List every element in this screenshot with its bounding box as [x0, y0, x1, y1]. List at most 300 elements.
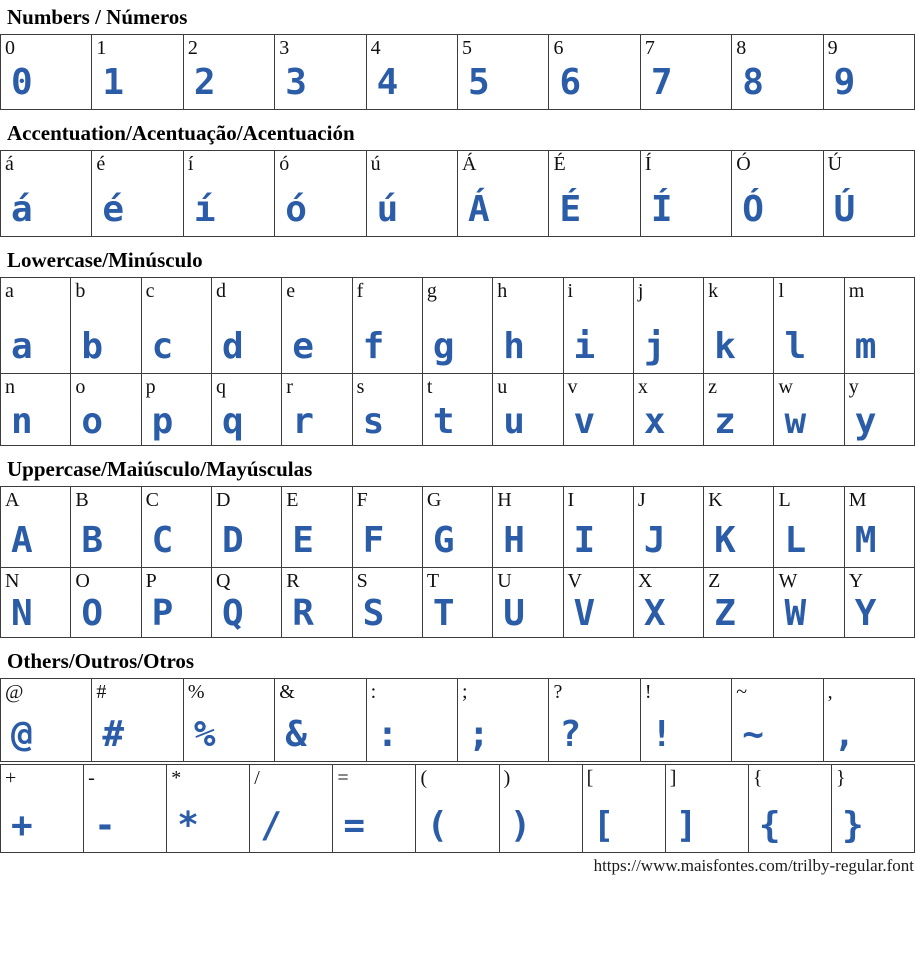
- glyph-cell: [492, 567, 563, 638]
- glyph-cell: [640, 678, 732, 762]
- glyph-cell: [582, 764, 666, 853]
- font-glyph: k: [714, 326, 736, 367]
- font-glyph: X: [643, 593, 666, 634]
- glyph-row: [0, 373, 915, 446]
- glyph-cell: [70, 373, 141, 446]
- reference-char: [: [586, 767, 594, 789]
- reference-char: k: [708, 280, 719, 302]
- reference-char: M: [848, 489, 867, 511]
- font-glyph: A: [11, 520, 33, 561]
- glyph-cell: [563, 277, 634, 374]
- reference-char: Q: [215, 570, 231, 592]
- reference-char: K: [708, 489, 723, 511]
- glyph-row: [0, 678, 915, 762]
- font-glyph: (: [426, 805, 449, 846]
- font-glyph: M: [854, 520, 877, 561]
- font-glyph: b: [81, 326, 103, 367]
- glyph-cell: [0, 567, 71, 638]
- glyph-cell: [366, 34, 458, 110]
- glyph-cell: [844, 567, 915, 638]
- glyph-cell: [703, 486, 774, 568]
- reference-char: S: [356, 570, 368, 592]
- glyph-cell: [563, 567, 634, 638]
- section-lowercase: [0, 237, 915, 446]
- reference-char: U: [497, 570, 512, 592]
- glyph-cell: [422, 486, 493, 568]
- reference-char: Z: [708, 570, 721, 592]
- reference-char: E: [286, 489, 299, 511]
- font-glyph: r: [292, 401, 314, 442]
- glyph-cell: [823, 34, 915, 110]
- font-glyph: ,: [833, 714, 856, 755]
- glyph-cell: [563, 486, 634, 568]
- font-glyph: P: [151, 593, 174, 634]
- glyph-cell: [166, 764, 250, 853]
- source-url: https://www.maisfontes.com/trilby-regular.font: [593, 856, 914, 875]
- reference-char: &: [279, 681, 295, 703]
- reference-char: }: [835, 767, 846, 789]
- glyph-cell: [141, 277, 212, 374]
- footer: [0, 853, 915, 876]
- reference-char: G: [426, 489, 442, 511]
- glyph-cell: [457, 34, 549, 110]
- glyph-cell: [70, 486, 141, 568]
- section-title: Numbers / Números: [7, 5, 188, 29]
- glyph-cell: [281, 373, 352, 446]
- font-glyph: O: [81, 593, 103, 634]
- glyph-row: [0, 764, 915, 853]
- glyph-cell: [415, 764, 499, 853]
- glyph-cell: [83, 764, 167, 853]
- reference-char: =: [337, 767, 349, 789]
- reference-char: %: [187, 681, 205, 703]
- font-glyph: D: [221, 520, 244, 561]
- reference-char: g: [426, 280, 437, 302]
- reference-char: f: [356, 280, 364, 302]
- reference-char: ]: [669, 767, 677, 789]
- font-glyph: &: [285, 714, 307, 755]
- reference-char: b: [75, 280, 86, 302]
- section-title: Accentuation/Acentuação/Acentuación: [7, 121, 355, 145]
- font-glyph: S: [362, 593, 385, 634]
- font-glyph: Ú: [833, 189, 856, 230]
- reference-char: 5: [462, 37, 473, 59]
- glyph-cell: [0, 277, 71, 374]
- font-glyph: y: [854, 401, 877, 442]
- reference-char: t: [426, 376, 433, 398]
- glyph-cell: [141, 567, 212, 638]
- glyph-cell: [831, 764, 915, 853]
- reference-char: n: [5, 376, 15, 398]
- font-glyph: ]: [675, 805, 698, 846]
- font-glyph: ?: [559, 714, 582, 755]
- reference-char: D: [215, 489, 231, 511]
- glyph-cell: [91, 678, 183, 762]
- glyph-cell: [457, 150, 549, 237]
- font-glyph: 2: [193, 62, 216, 103]
- reference-char: P: [145, 570, 157, 592]
- glyph-cell: [703, 277, 774, 374]
- glyph-cell: [499, 764, 583, 853]
- reference-char: -: [88, 767, 95, 789]
- reference-char: W: [778, 570, 798, 592]
- glyph-cell: [70, 567, 141, 638]
- reference-char: ;: [462, 681, 468, 703]
- reference-char: í: [187, 153, 194, 175]
- glyph-cell: [665, 764, 749, 853]
- font-glyph: Y: [854, 593, 877, 634]
- reference-char: r: [286, 376, 293, 398]
- font-glyph: ;: [468, 714, 490, 755]
- reference-char: X: [637, 570, 653, 592]
- reference-char: i: [567, 280, 574, 302]
- reference-char: A: [5, 489, 20, 511]
- glyph-cell: [773, 277, 844, 374]
- font-glyph: 5: [468, 62, 490, 103]
- section-uppercase: [0, 446, 915, 638]
- font-glyph: u: [503, 401, 525, 442]
- glyph-cell: [0, 150, 92, 237]
- font-glyph: f: [362, 326, 385, 367]
- font-glyph: E: [292, 520, 314, 561]
- font-glyph: á: [11, 189, 33, 230]
- font-glyph: +: [11, 805, 33, 846]
- glyph-cell: [274, 678, 366, 762]
- font-glyph: %: [193, 714, 216, 755]
- reference-char: q: [215, 376, 226, 398]
- reference-char: Y: [848, 570, 864, 592]
- reference-char: d: [215, 280, 226, 302]
- font-glyph: z: [714, 401, 736, 442]
- font-glyph: #: [102, 714, 125, 755]
- glyph-cell: [422, 567, 493, 638]
- glyph-cell: [422, 373, 493, 446]
- reference-char: ó: [279, 153, 290, 175]
- glyph-cell: [0, 34, 92, 110]
- glyph-cell: [352, 277, 423, 374]
- reference-char: :: [370, 681, 377, 703]
- font-glyph: ~: [742, 714, 764, 755]
- font-glyph: =: [343, 805, 366, 846]
- glyph-cell: [91, 150, 183, 237]
- glyph-cell: [281, 486, 352, 568]
- reference-char: 6: [553, 37, 564, 59]
- reference-char: ?: [553, 681, 563, 703]
- glyph-cell: [141, 486, 212, 568]
- reference-char: h: [497, 280, 508, 302]
- section-title: Uppercase/Maiúsculo/Mayúsculas: [7, 457, 313, 481]
- font-glyph: v: [573, 401, 596, 442]
- reference-char: Ú: [827, 153, 843, 175]
- glyph-row: [0, 277, 915, 374]
- font-glyph: é: [102, 189, 125, 230]
- glyph-cell: [352, 486, 423, 568]
- reference-char: e: [286, 280, 296, 302]
- reference-char: 1: [96, 37, 107, 59]
- glyph-cell: [823, 678, 915, 762]
- glyph-cell: [823, 150, 915, 237]
- reference-char: 7: [644, 37, 655, 59]
- font-glyph: H: [503, 520, 525, 561]
- glyph-cell: [548, 678, 640, 762]
- reference-char: u: [497, 376, 508, 398]
- reference-char: á: [5, 153, 14, 175]
- glyph-cell: [70, 277, 141, 374]
- font-glyph: -: [94, 805, 116, 846]
- reference-char: z: [708, 376, 718, 398]
- font-glyph: G: [432, 520, 455, 561]
- font-glyph: ): [509, 805, 532, 846]
- reference-char: w: [778, 376, 793, 398]
- reference-char: p: [145, 376, 156, 398]
- font-glyph: I: [573, 520, 596, 561]
- font-glyph: p: [151, 401, 174, 442]
- section-title: Lowercase/Minúsculo: [7, 248, 203, 272]
- font-glyph: U: [503, 593, 525, 634]
- font-glyph: ó: [285, 189, 307, 230]
- glyph-cell: [332, 764, 416, 853]
- reference-char: x: [637, 376, 648, 398]
- font-glyph: @: [11, 714, 33, 755]
- reference-char: +: [5, 767, 17, 789]
- font-glyph: 7: [650, 62, 673, 103]
- glyph-cell: [548, 150, 640, 237]
- font-glyph: R: [292, 593, 314, 634]
- reference-char: F: [356, 489, 368, 511]
- font-glyph: x: [643, 401, 666, 442]
- glyph-cell: [748, 764, 832, 853]
- font-glyph: 1: [102, 62, 125, 103]
- glyph-cell: [773, 567, 844, 638]
- font-glyph: !: [650, 714, 673, 755]
- glyph-cell: [548, 34, 640, 110]
- glyph-cell: [274, 150, 366, 237]
- glyph-cell: [141, 373, 212, 446]
- glyph-cell: [183, 150, 275, 237]
- font-glyph: J: [643, 520, 666, 561]
- glyph-cell: [633, 373, 704, 446]
- glyph-cell: [366, 150, 458, 237]
- section-others: [0, 638, 915, 853]
- font-glyph: 0: [11, 62, 33, 103]
- glyph-cell: [211, 277, 282, 374]
- glyph-cell: [183, 34, 275, 110]
- glyph-cell: [731, 150, 823, 237]
- reference-char: !: [644, 681, 652, 703]
- glyph-cell: [281, 277, 352, 374]
- glyph-cell: [773, 373, 844, 446]
- glyph-cell: [703, 567, 774, 638]
- glyph-cell: [0, 486, 71, 568]
- glyph-cell: [844, 277, 915, 374]
- glyph-row: [0, 34, 915, 110]
- section-title: Others/Outros/Otros: [7, 649, 195, 673]
- font-glyph: g: [432, 326, 455, 367]
- reference-char: é: [96, 153, 106, 175]
- glyph-cell: [0, 764, 84, 853]
- glyph-cell: [703, 373, 774, 446]
- glyph-cell: [457, 678, 549, 762]
- reference-char: s: [356, 376, 365, 398]
- reference-char: 2: [187, 37, 198, 59]
- font-glyph: n: [11, 401, 33, 442]
- font-glyph: q: [221, 401, 244, 442]
- reference-char: y: [848, 376, 859, 398]
- font-glyph: Á: [468, 189, 490, 230]
- font-glyph: K: [714, 520, 736, 561]
- glyph-cell: [352, 373, 423, 446]
- reference-char: Á: [462, 153, 477, 175]
- font-glyph: Í: [650, 189, 673, 230]
- reference-char: a: [5, 280, 14, 302]
- glyph-cell: [492, 277, 563, 374]
- reference-char: 0: [5, 37, 15, 59]
- section-numbers: [0, 2, 915, 110]
- font-glyph: s: [362, 401, 385, 442]
- reference-char: É: [553, 153, 566, 175]
- font-glyph: L: [784, 520, 807, 561]
- glyph-cell: [844, 486, 915, 568]
- reference-char: o: [75, 376, 86, 398]
- font-glyph: V: [573, 593, 596, 634]
- glyph-cell: [211, 567, 282, 638]
- glyph-row: [0, 150, 915, 237]
- reference-char: I: [567, 489, 575, 511]
- glyph-cell: [492, 373, 563, 446]
- reference-char: m: [848, 280, 865, 302]
- font-glyph: d: [221, 326, 244, 367]
- font-glyph: W: [784, 593, 807, 634]
- section-accentuation: [0, 110, 915, 237]
- font-glyph: i: [573, 326, 596, 367]
- font-glyph: l: [784, 326, 807, 367]
- font-glyph: a: [11, 326, 33, 367]
- reference-char: B: [75, 489, 89, 511]
- reference-char: (: [420, 767, 428, 789]
- reference-char: /: [254, 767, 260, 789]
- reference-char: 8: [736, 37, 747, 59]
- font-glyph: ú: [376, 189, 399, 230]
- glyph-cell: [773, 486, 844, 568]
- reference-char: #: [96, 681, 107, 703]
- specimen-sections: [0, 2, 915, 853]
- font-glyph: 4: [376, 62, 399, 103]
- font-glyph: 6: [559, 62, 582, 103]
- reference-char: ): [503, 767, 511, 789]
- font-glyph: }: [841, 805, 864, 846]
- glyph-cell: [211, 373, 282, 446]
- glyph-cell: [366, 678, 458, 762]
- reference-char: R: [286, 570, 300, 592]
- glyph-cell: [91, 34, 183, 110]
- reference-char: L: [778, 489, 791, 511]
- reference-char: V: [567, 570, 582, 592]
- reference-char: 3: [279, 37, 290, 59]
- reference-char: Ó: [736, 153, 751, 175]
- glyph-cell: [633, 277, 704, 374]
- glyph-cell: [249, 764, 333, 853]
- font-glyph: j: [643, 326, 666, 367]
- font-glyph: T: [432, 593, 455, 634]
- glyph-cell: [633, 567, 704, 638]
- reference-char: 9: [827, 37, 838, 59]
- font-glyph: 8: [742, 62, 764, 103]
- font-glyph: Ó: [742, 189, 764, 230]
- reference-char: ú: [370, 153, 381, 175]
- glyph-cell: [274, 34, 366, 110]
- reference-char: Í: [644, 153, 652, 175]
- font-glyph: F: [362, 520, 385, 561]
- font-glyph: C: [151, 520, 174, 561]
- glyph-cell: [211, 486, 282, 568]
- font-glyph: t: [432, 401, 455, 442]
- font-glyph: *: [177, 805, 199, 846]
- font-glyph: N: [11, 593, 33, 634]
- font-glyph: /: [260, 805, 282, 846]
- reference-char: T: [426, 570, 440, 592]
- reference-char: c: [145, 280, 155, 302]
- font-glyph: É: [559, 189, 582, 230]
- reference-char: C: [145, 489, 159, 511]
- reference-char: v: [567, 376, 578, 398]
- font-glyph: c: [151, 326, 174, 367]
- glyph-cell: [183, 678, 275, 762]
- glyph-cell: [492, 486, 563, 568]
- font-glyph: B: [81, 520, 103, 561]
- glyph-row: [0, 486, 915, 568]
- font-glyph: :: [376, 714, 399, 755]
- reference-char: *: [171, 767, 182, 789]
- font-glyph: h: [503, 326, 525, 367]
- glyph-cell: [563, 373, 634, 446]
- glyph-cell: [640, 34, 732, 110]
- glyph-cell: [281, 567, 352, 638]
- reference-char: O: [75, 570, 90, 592]
- reference-char: N: [5, 570, 20, 592]
- font-glyph: e: [292, 326, 314, 367]
- glyph-cell: [731, 678, 823, 762]
- reference-char: ~: [736, 681, 748, 703]
- glyph-row: [0, 567, 915, 638]
- reference-char: ,: [827, 681, 833, 703]
- font-glyph: Z: [714, 593, 736, 634]
- font-glyph: w: [784, 401, 807, 442]
- glyph-cell: [352, 567, 423, 638]
- reference-char: H: [497, 489, 512, 511]
- glyph-cell: [633, 486, 704, 568]
- glyph-cell: [422, 277, 493, 374]
- font-glyph: {: [758, 805, 781, 846]
- reference-char: 4: [370, 37, 381, 59]
- glyph-cell: [844, 373, 915, 446]
- glyph-cell: [640, 150, 732, 237]
- font-glyph: Q: [221, 593, 244, 634]
- font-glyph: [: [592, 805, 615, 846]
- font-glyph: m: [854, 326, 877, 367]
- font-glyph: í: [193, 189, 216, 230]
- reference-char: l: [778, 280, 784, 302]
- glyph-cell: [731, 34, 823, 110]
- reference-char: J: [637, 489, 646, 511]
- reference-char: j: [637, 280, 644, 302]
- reference-char: {: [752, 767, 763, 789]
- font-glyph: o: [81, 401, 103, 442]
- font-glyph: 3: [285, 62, 307, 103]
- glyph-cell: [0, 373, 71, 446]
- glyph-cell: [0, 678, 92, 762]
- reference-char: @: [5, 681, 24, 703]
- font-glyph: 9: [833, 62, 856, 103]
